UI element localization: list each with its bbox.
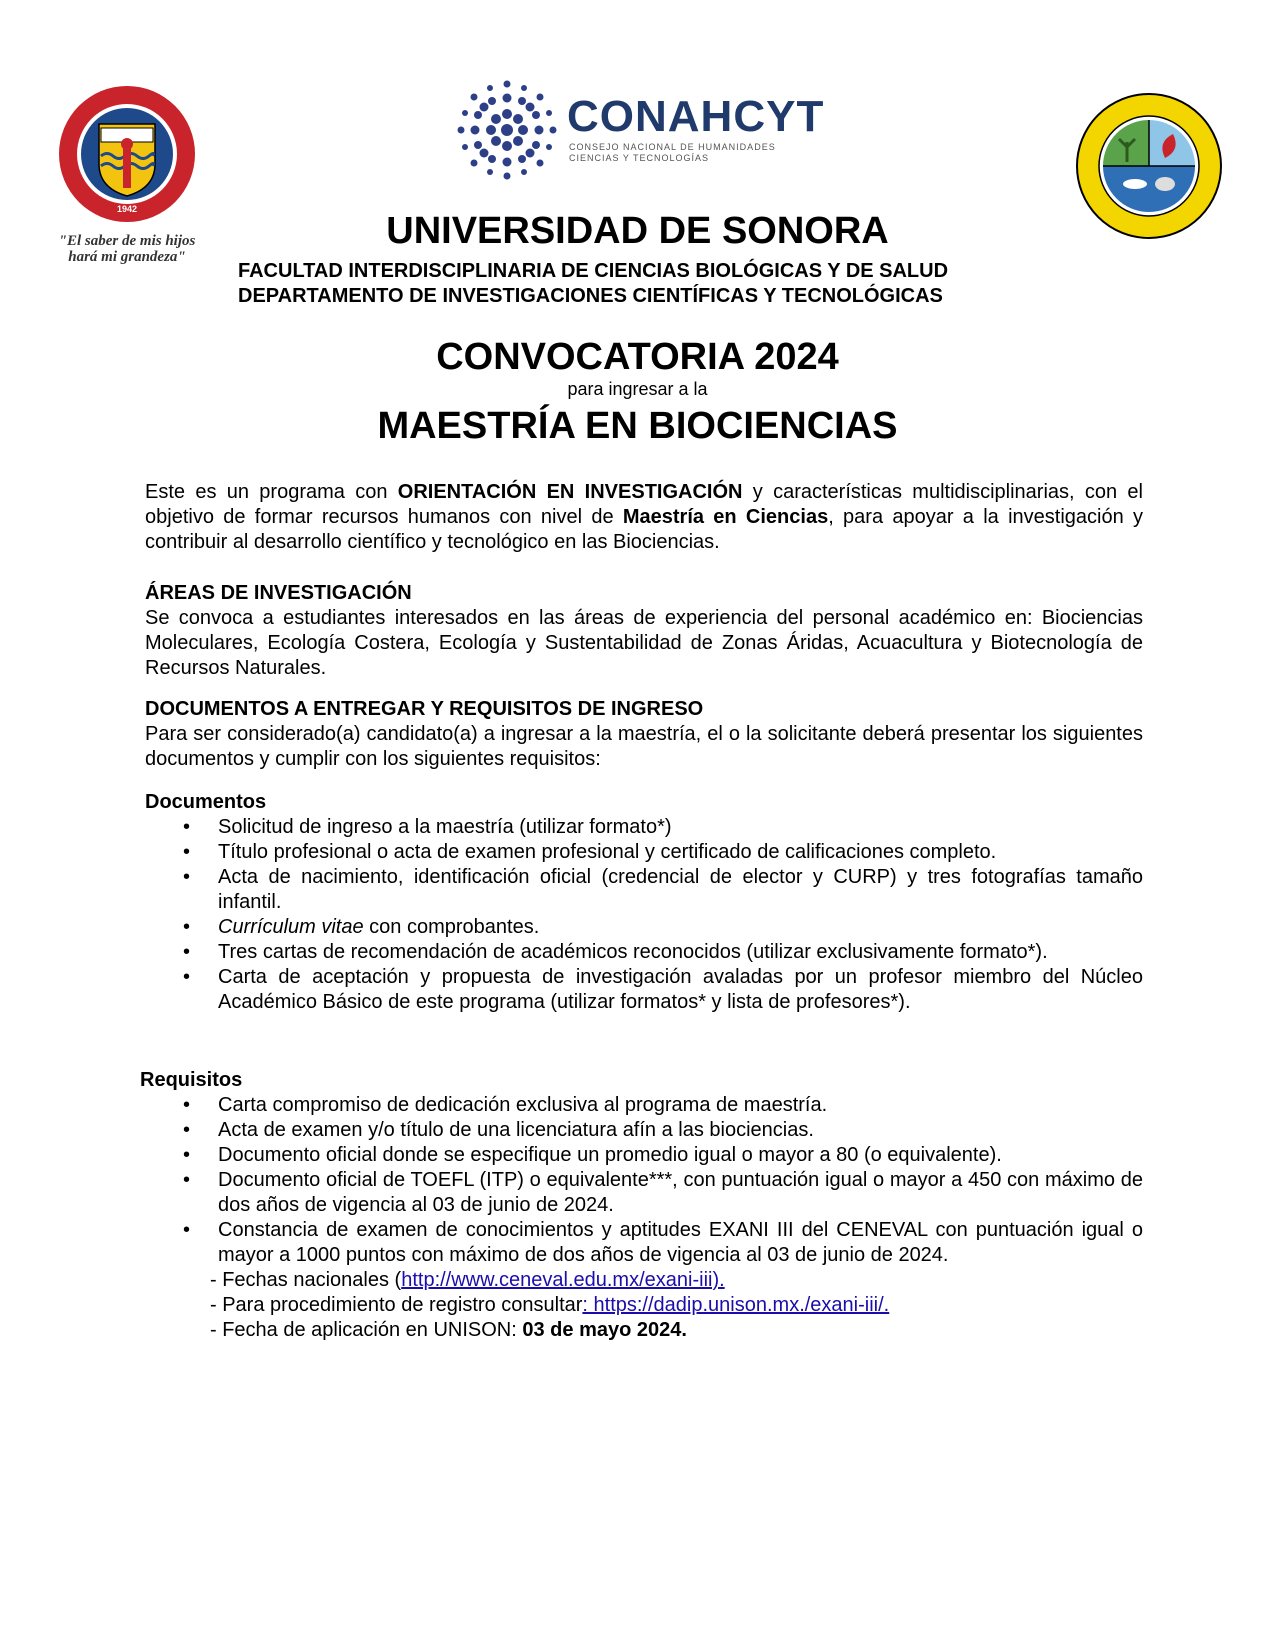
- fecha-aplicacion-line: - Fecha de aplicación en UNISON: 03 de mayo 2024.: [210, 1319, 687, 1341]
- documentos-requisitos-text: Para ser considerado(a) candidato(a) a ingresar a la maestría, el o la solicitante deberá presentar los siguientes documentos y cumplir con los siguientes requisitos:: [145, 723, 1143, 770]
- conahcyt-dots-icon: [457, 80, 557, 180]
- intro-paragraph: Este es un programa con ORIENTACIÓN EN INVESTIGACIÓN y características multidisciplinarias, con el objetivo de formar recursos humanos con nivel de Maestría en Ciencias, para apoyar a la investigación y contribuir al desarrollo científico y tecnológico en las Biociencias.: [145, 481, 1144, 553]
- documentos-list: [145, 815, 1143, 1015]
- list-item: • Solicitud de ingreso a la maestría (utilizar formato*): [183, 816, 672, 838]
- fechas-nacionales-line: - Fechas nacionales (http://www.ceneval.edu.mx/exani-iii).: [210, 1269, 725, 1291]
- list-item: • Currículum vitae con comprobantes.: [183, 916, 540, 938]
- list-item: • Acta de examen y/o título de una licenciatura afín a las biociencias.: [183, 1119, 814, 1141]
- fecha-aplicacion-date: 03 de mayo 2024.: [522, 1319, 687, 1341]
- documentos-requisitos-section: [145, 697, 1143, 772]
- list-item: • Carta de aceptación y propuesta de investigación avaladas por un profesor miembro del Núcleo Académico Básico de este programa (utilizar formatos* y lista de profesores*).: [183, 966, 1143, 1013]
- requisitos-section: [140, 1068, 1143, 1343]
- requisitos-list: [140, 1093, 1143, 1268]
- areas-text: Se convoca a estudiantes interesados en las áreas de experiencia del personal académico en: Biociencias Moleculares, Ecología Costera, Ecología y Sustentabilidad de Zonas Áridas, Acuacultura y Biotecnología de Recursos Naturales.: [145, 607, 1143, 679]
- convocatoria-title: CONVOCATORIA 2024: [436, 336, 839, 378]
- seal-motto: "El saber de mis hijos hará mi grandeza": [58, 233, 196, 265]
- list-item: • Carta compromiso de dedicación exclusiva al programa de maestría.: [183, 1094, 828, 1116]
- dadip-link[interactable]: : https://dadip.unison.mx./exani-iii/.: [582, 1294, 890, 1316]
- conahcyt-logo: [457, 80, 857, 190]
- documentos-requisitos-heading: DOCUMENTOS A ENTREGAR Y REQUISITOS DE INGRESO: [145, 698, 704, 720]
- conahcyt-name: CONAHCYT: [567, 92, 825, 141]
- faculty-title: FACULTAD INTERDISCIPLINARIA DE CIENCIAS BIOLÓGICAS Y DE SALUD: [238, 260, 949, 282]
- list-item: • Constancia de examen de conocimientos y aptitudes EXANI III del CENEVAL con puntuación igual o mayor a 1000 puntos con máximo de dos años de vigencia al 03 de junio de 2024.: [183, 1219, 1143, 1266]
- department-title: DEPARTAMENTO DE INVESTIGACIONES CIENTÍFICAS Y TECNOLÓGICAS: [238, 285, 943, 307]
- requisitos-heading: Requisitos: [140, 1069, 243, 1091]
- areas-section: [145, 581, 1143, 681]
- documentos-list-section: [145, 790, 1143, 1015]
- ceneval-link[interactable]: http://www.ceneval.edu.mx/exani-iii).: [401, 1269, 725, 1291]
- list-item: • Documento oficial donde se especifique un promedio igual o mayor a 80 (o equivalente).: [183, 1144, 1002, 1166]
- list-item: • Tres cartas de recomendación de académicos reconocidos (utilizar exclusivamente formato*).: [183, 941, 1048, 963]
- documentos-heading: Documentos: [145, 791, 267, 813]
- registro-line: - Para procedimiento de registro consultar: https://dadip.unison.mx./exani-iii/.: [210, 1294, 890, 1316]
- svg-text:1942: 1942: [116, 204, 138, 214]
- areas-heading: ÁREAS DE INVESTIGACIÓN: [145, 582, 412, 604]
- list-item: • Acta de nacimiento, identificación oficial (credencial de elector y CURP) y tres fotografías tamaño infantil.: [183, 866, 1143, 913]
- program-title: MAESTRÍA EN BIOCIENCIAS: [377, 405, 898, 447]
- list-item: • Documento oficial de TOEFL (ITP) o equivalente***, con puntuación igual o mayor a 450 con máximo de dos años de vigencia al 03 de junio de 2024.: [183, 1169, 1143, 1216]
- conahcyt-subtitle: CONSEJO NACIONAL DE HUMANIDADES CIENCIAS Y TECNOLOGÍAS: [569, 142, 776, 163]
- university-title: UNIVERSIDAD DE SONORA: [386, 210, 889, 252]
- para-ingresar-text: para ingresar a la: [567, 379, 708, 399]
- list-item: • Título profesional o acta de examen profesional y certificado de calificaciones completo.: [183, 841, 997, 863]
- university-seal-icon: [57, 84, 197, 224]
